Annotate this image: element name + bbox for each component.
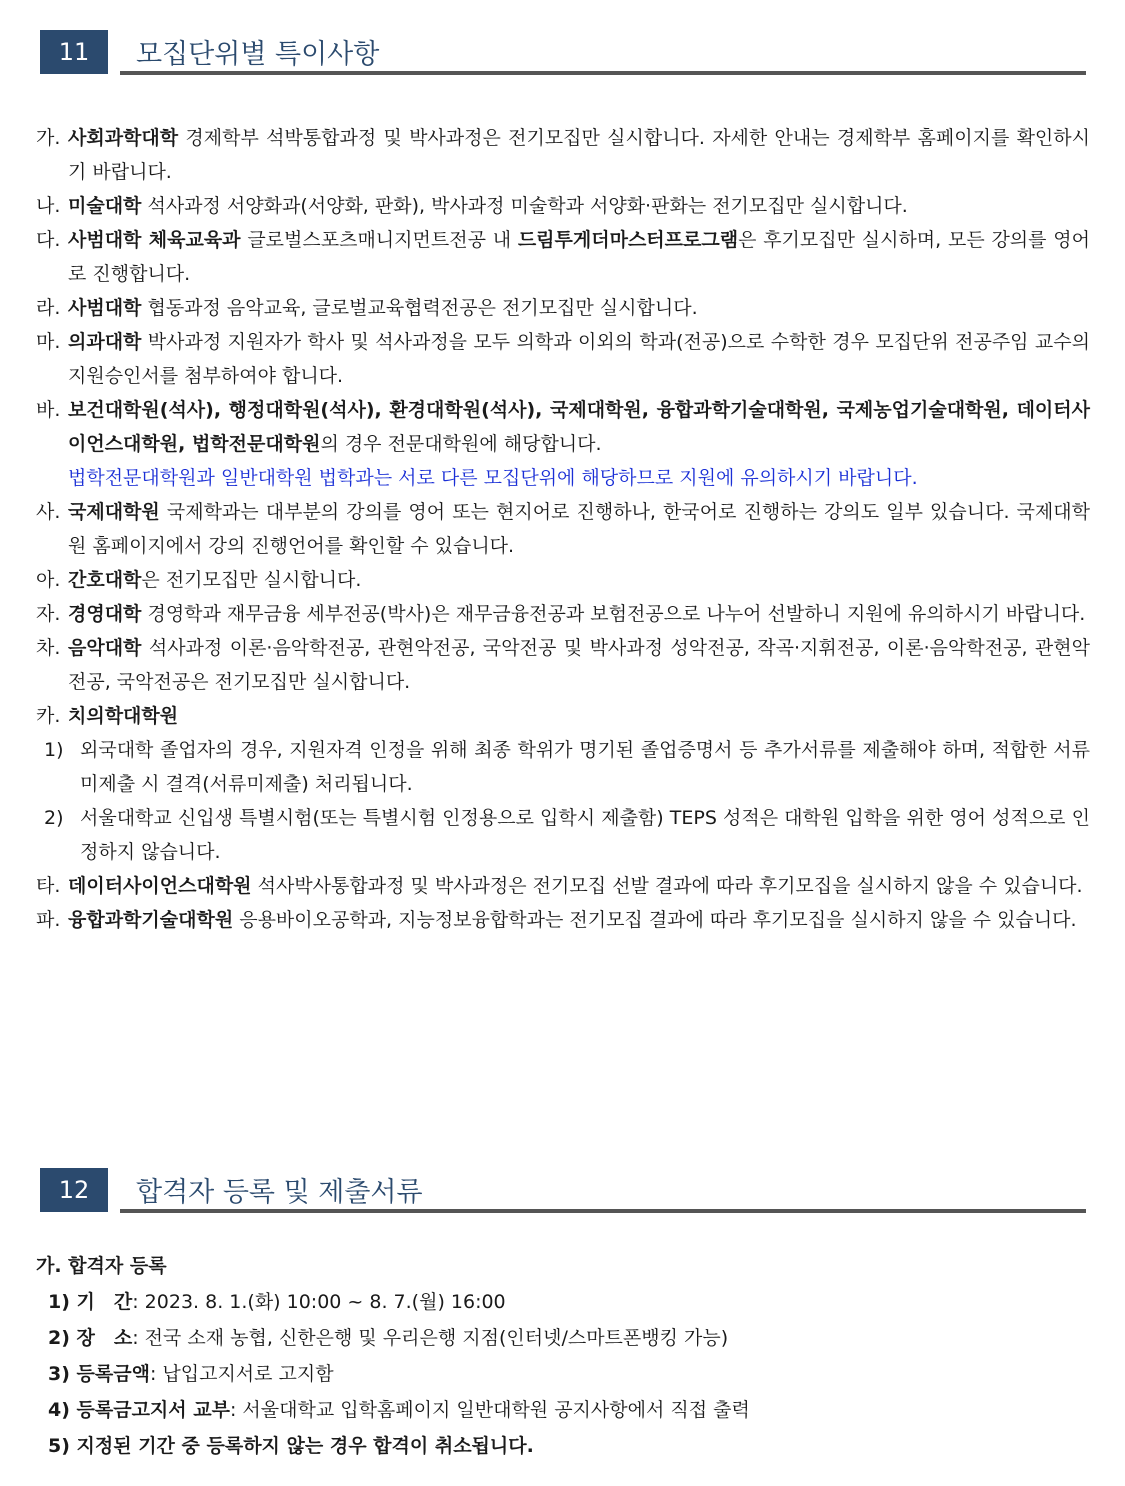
note-text: 음악대학 석사과정 이론·음악학전공, 관현악전공, 국악전공 및 박사과정 성악전공, 작곡·지휘전공, 이론·음악학전공, 관현악전공, 국악전공은 전기모집만 실시합니다. [68,637,1090,693]
registration-value: : 2023. 8. 1.(화) 10:00 ~ 8. 7.(월) 16:00 [132,1291,506,1313]
registration-label: 4) 등록금고지서 교부 [48,1399,230,1421]
note-college: 간호대학 [68,569,142,591]
special-notes-list [36,121,1090,937]
note-program: 드림투게더마스터프로그램 [517,229,739,251]
note-text: 보건대학원(석사), 행정대학원(석사), 환경대학원(석사), 국제대학원, 융합과학기술대학원, 국제농업기술대학원, 데이터사이언스대학원, 법학전문대학원의 경우 전문대학원에 해당합니다. 법학전문대학원과 일반대학원 법학과는 서로 다른 모집단위에 해당하므로 지원에 유의하시기 바랍니다. [68,399,1090,489]
note-item [36,325,1090,393]
note-text: 미술대학 석사과정 서양화과(서양화, 판화), 박사과정 미술학과 서양화·판화는 전기모집만 실시합니다. [68,195,908,217]
note-text: 경영대학 경영학과 재무금융 세부전공(박사)은 재무금융전공과 보험전공으로 나누어 선발하니 지원에 유의하시기 바랍니다. [68,603,1086,625]
section-11-header [40,30,1086,74]
note-text: 사범대학 협동과정 음악교육, 글로벌교육협력전공은 전기모집만 실시합니다. [68,297,698,319]
note-item [36,189,1090,223]
note-text: 간호대학은 전기모집만 실시합니다. [68,569,362,591]
subitem-text: 서울대학교 신입생 특별시험(또는 특별시험 인정용으로 입학시 제출함) TEPS 성적은 대학원 입학을 위한 영어 성적으로 인정하지 않습니다. [80,807,1090,863]
note-marker: 가. [36,127,61,149]
dental-subitem [36,733,1090,801]
note-marker: 자. [36,603,61,625]
section-title: 합격자 등록 및 제출서류 [136,1177,423,1208]
section-rule [120,71,1086,75]
note-text: 국제대학원 국제학과는 대부분의 강의를 영어 또는 현지어로 진행하나, 한국어로 진행하는 강의도 일부 있습니다. 국제대학원 홈페이지에서 강의 진행언어를 확인할 수 있습니다. [68,501,1090,557]
note-item [36,121,1090,189]
registration-value: : 전국 소재 농협, 신한은행 및 우리은행 지점(인터넷/스마트폰뱅킹 가능) [132,1327,729,1349]
registration-label: 3) 등록금액 [48,1363,150,1385]
registration-block [36,1248,1090,1464]
note-college: 음악대학 [68,637,142,659]
note-college: 사범대학 [68,297,142,319]
law-school-notice: 법학전문대학원과 일반대학원 법학과는 서로 다른 모집단위에 해당하므로 지원에 유의하시기 바랍니다. [68,467,918,489]
subitem-marker: 2) [44,807,64,829]
registration-label: 5) 지정된 기간 중 등록하지 않는 경우 합격이 취소됩니다. [48,1435,534,1457]
note-item [36,495,1090,563]
note-item [36,869,1090,903]
note-college: 사범대학 체육교육과 [68,229,241,251]
registration-item [36,1320,1090,1356]
note-college: 미술대학 [68,195,142,217]
dental-subitem [36,801,1090,869]
note-college: 치의학대학원 [68,705,179,727]
note-marker: 나. [36,195,61,217]
note-marker: 파. [36,909,61,931]
registration-item [36,1392,1090,1428]
note-text: 융합과학기술대학원 응용바이오공학과, 지능정보융합학과는 전기모집 결과에 따라 후기모집을 실시하지 않을 수 있습니다. [68,909,1077,931]
registration-value: : 납입고지서로 고지함 [149,1363,334,1385]
note-college: 데이터사이언스대학원 [68,875,252,897]
registration-item [36,1428,1090,1464]
note-item [36,393,1090,495]
note-marker: 마. [36,331,61,353]
section-number: 12 [40,1168,108,1212]
note-marker: 차. [36,637,61,659]
section-rule [120,1209,1086,1213]
note-text: 사범대학 체육교육과 글로벌스포츠매니지먼트전공 내 드림투게더마스터프로그램은 후기모집만 실시하며, 모든 강의를 영어로 진행합니다. [68,229,1090,285]
note-marker: 사. [36,501,61,523]
note-college: 의과대학 [68,331,142,353]
note-marker: 타. [36,875,61,897]
note-marker: 아. [36,569,61,591]
section-12-header [40,1168,1086,1212]
note-marker: 바. [36,399,61,421]
note-college: 융합과학기술대학원 [68,909,234,931]
note-item [36,563,1090,597]
section-title: 모집단위별 특이사항 [136,39,380,70]
subitem-marker: 1) [44,739,64,761]
note-marker: 카. [36,705,61,727]
registration-value: : 서울대학교 입학홈페이지 일반대학원 공지사항에서 직접 출력 [229,1399,750,1421]
note-college: 보건대학원(석사), 행정대학원(석사), 환경대학원(석사), 국제대학원, 융합과학기술대학원, 국제농업기술대학원, 데이터사이언스대학원, 법학전문대학원 [68,399,1090,455]
note-item [36,223,1090,291]
note-item [36,291,1090,325]
note-item [36,903,1090,937]
note-item [36,699,1090,733]
registration-item [36,1284,1090,1320]
registration-label: 1) 기 간 [48,1291,133,1313]
note-college: 국제대학원 [68,501,160,523]
note-text: 의과대학 박사과정 지원자가 학사 및 석사과정을 모두 의학과 이외의 학과(전공)으로 수학한 경우 모집단위 전공주임 교수의 지원승인서를 첨부하여야 합니다. [68,331,1090,387]
registration-label: 2) 장 소 [48,1327,133,1349]
registration-item [36,1356,1090,1392]
note-marker: 다. [36,229,61,251]
note-text: 사회과학대학 경제학부 석박통합과정 및 박사과정은 전기모집만 실시합니다. 자세한 안내는 경제학부 홈페이지를 확인하시기 바랍니다. [68,127,1090,183]
note-text: 데이터사이언스대학원 석사박사통합과정 및 박사과정은 전기모집 선발 결과에 따라 후기모집을 실시하지 않을 수 있습니다. [68,875,1083,897]
note-item [36,597,1090,631]
note-item [36,631,1090,699]
note-text [68,699,1090,733]
note-college: 경영대학 [68,603,142,625]
note-college: 사회과학대학 [68,127,179,149]
section-number: 11 [40,30,108,74]
registration-heading: 가. 합격자 등록 [36,1255,167,1277]
note-marker: 라. [36,297,61,319]
subitem-text: 외국대학 졸업자의 경우, 지원자격 인정을 위해 최종 학위가 명기된 졸업증명서 등 추가서류를 제출해야 하며, 적합한 서류 미제출 시 결격(서류미제출) 처리됩니다. [80,739,1090,795]
